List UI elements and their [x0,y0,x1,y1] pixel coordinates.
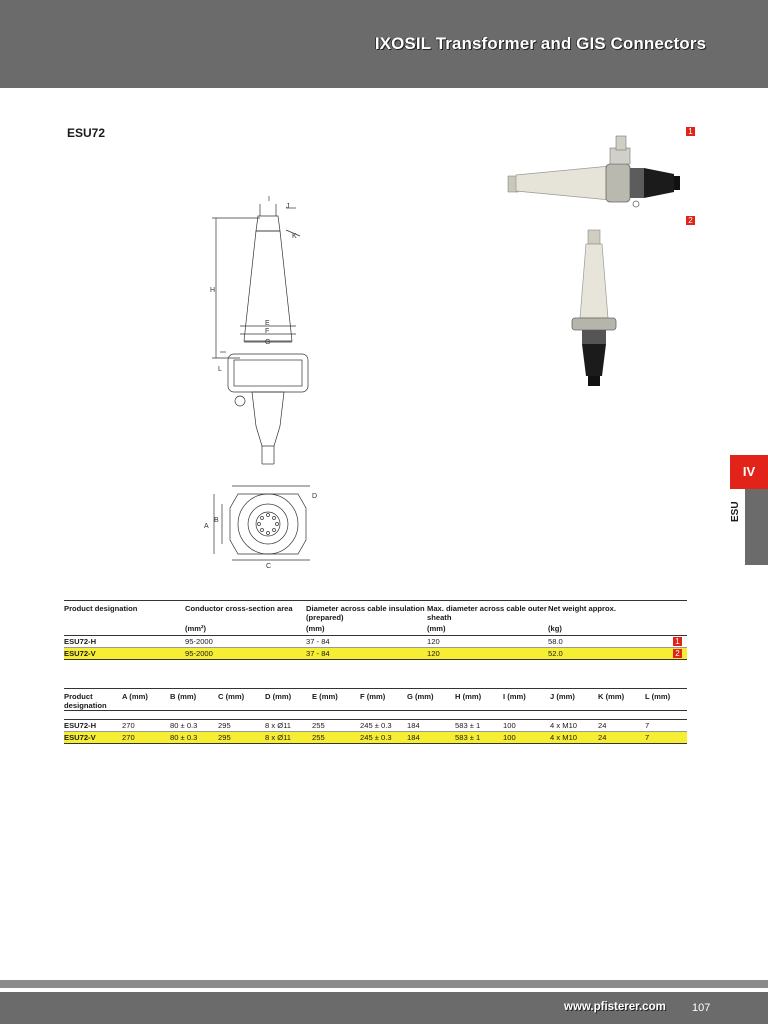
table1-unit: (mm²) [185,622,306,636]
table-cell: 7 [645,732,687,744]
table-row-highlighted [64,732,687,744]
table-cell: 80 ± 0.3 [170,720,218,732]
table1-unit: (kg) [548,622,665,636]
dim-label-a: A [204,523,209,530]
technical-drawing-side-view [200,186,330,466]
table-cell: 255 [312,732,360,744]
table-cell: 295 [218,720,265,732]
photo-badge-2: 2 [686,216,695,225]
table-cell: 4 x M10 [550,732,598,744]
product-title: ESU72 [67,126,106,140]
table-cell: 8 x Ø11 [265,720,312,732]
side-tab-label: ESU [730,501,741,522]
table2-header: B (mm) [170,692,197,701]
table1-unit: (mm) [427,622,548,636]
table1-header-cross-section: Conductor cross-section area [185,604,293,613]
table-cell: 8 x Ø11 [265,732,312,744]
dim-label-h: H [210,287,216,294]
dim-label-b: B [214,517,219,524]
table-cell: 95-2000 [185,648,306,660]
table-cell: 100 [503,720,550,732]
table2-header: D (mm) [265,692,292,701]
row-badge-1: 1 [673,637,682,646]
table-cell: 37 - 84 [306,636,427,648]
table-cell: ESU72-V [64,648,185,660]
table2-header: Product designation [64,692,107,710]
table-cell: 24 [598,732,645,744]
table-cell: 58.0 [548,636,665,648]
table2-header: F (mm) [360,692,386,701]
table-cell: 583 ± 1 [455,732,503,744]
table-cell: 4 x M10 [550,720,598,732]
table2-header: J (mm) [550,692,575,701]
table1-header-designation: Product designation [64,604,138,613]
dimensions-table [64,688,687,744]
table-cell: 295 [218,732,265,744]
table-cell: ESU72-H [64,720,122,732]
table-cell: 270 [122,732,170,744]
table-cell: 255 [312,720,360,732]
table2-header: A (mm) [122,692,148,701]
table1-unit [64,622,185,636]
product-photo-horizontal [498,128,688,210]
table2-header: K (mm) [598,692,625,701]
table2-header: H (mm) [455,692,482,701]
dim-label-g: G [265,339,271,346]
table2-header: G (mm) [407,692,434,701]
dim-label-f: F [265,328,270,335]
product-spec-table [64,600,687,660]
table1-header-weight: Net weight approx. [548,604,616,613]
table-cell: 245 ± 0.3 [360,732,407,744]
side-tab-roman-numeral: IV [730,455,768,489]
table-cell: ESU72-H [64,636,185,648]
table-row [64,720,687,732]
table-row [64,636,687,648]
table2-header: L (mm) [645,692,671,701]
table1-unit: (mm) [306,622,427,636]
table-cell: 245 ± 0.3 [360,720,407,732]
table-cell: 100 [503,732,550,744]
table-cell: 80 ± 0.3 [170,732,218,744]
page-number: 107 [692,1002,711,1014]
footer-divider [0,980,768,988]
dim-label-c: C [266,563,272,570]
table-cell: ESU72-V [64,732,122,744]
table1-header-insulation-diameter: Diameter across cable insulation (prepared) [306,604,425,622]
table-cell: 37 - 84 [306,648,427,660]
table-cell: 7 [645,720,687,732]
table-cell: 120 [427,636,548,648]
table-cell: 583 ± 1 [455,720,503,732]
dim-label-k: K [292,233,297,240]
dim-label-l: L [218,366,222,373]
dim-label-i: I [268,196,270,203]
table-cell: 120 [427,648,548,660]
product-photo-vertical [564,226,624,394]
table-cell: 270 [122,720,170,732]
dim-label-e: E [265,320,270,327]
table1-header-sheath-diameter: Max. diameter across cable outer sheath [427,604,547,622]
table-cell: 184 [407,732,455,744]
table2-header: C (mm) [218,692,245,701]
table-cell: 184 [407,720,455,732]
dim-label-j: J [286,203,290,210]
technical-drawing-top-view [200,478,330,570]
page-header-title: IXOSIL Transformer and GIS Connectors [374,34,706,53]
dim-label-d: D [312,493,318,500]
table-cell: 24 [598,720,645,732]
table-row-highlighted [64,648,687,660]
footer-website-link[interactable]: www.pfisterer.com [564,1001,666,1013]
side-tab-label-box [728,500,745,530]
photo-badge-1: 1 [686,127,695,136]
table-cell: 95-2000 [185,636,306,648]
table2-header: I (mm) [503,692,526,701]
table-cell: 52.0 [548,648,665,660]
row-badge-2: 2 [673,649,682,658]
table2-header: E (mm) [312,692,338,701]
